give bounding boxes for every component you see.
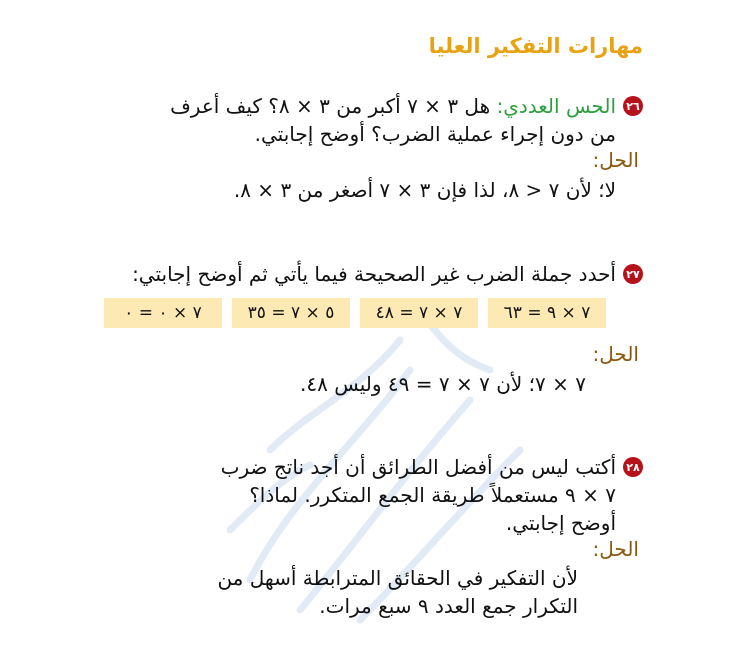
- solution-label: الحل:: [592, 342, 639, 366]
- section-heading: مهارات التفكير العليا: [428, 34, 643, 58]
- option-box: ٥ × ٧ = ٣٥: [232, 298, 350, 328]
- question-28-line2: ٧ × ٩ مستعملاً طريقة الجمع المتكرر. لماذا؟: [249, 483, 616, 507]
- number-sense-label: الحس العددي:: [496, 94, 616, 118]
- question-number-badge: ٢٧: [623, 264, 643, 284]
- question-number-badge: ٢٦: [623, 96, 643, 116]
- option-box: ٧ × ٧ = ٤٨: [360, 298, 478, 328]
- answer-28-line2: التكرار جمع العدد ٩ سبع مرات.: [319, 594, 578, 618]
- solution-label: الحل:: [592, 537, 639, 561]
- question-26-line2: من دون إجراء عملية الضرب؟ أوضح إجابتي.: [254, 122, 616, 146]
- solution-label: الحل:: [592, 148, 639, 172]
- answer-26: لا؛ لأن ٧ < ٨، لذا فإن ٣ × ٧ أصغر من ٣ × ٨.: [233, 178, 616, 202]
- answer-28-line1: لأن التفكير في الحقائق المترابطة أسهل من: [217, 566, 578, 590]
- option-box: ٧ × ٩ = ٦٣: [488, 298, 606, 328]
- option-box: ٧ × ٠ = ٠: [104, 298, 222, 328]
- multiplication-options: [104, 298, 606, 328]
- question-number-badge: ٢٨: [623, 457, 643, 477]
- question-26-text: هل ٣ × ٧ أكبر من ٣ × ٨؟ كيف أعرف: [170, 94, 491, 118]
- answer-27: ٧ × ٧؛ لأن ٧ × ٧ = ٤٩ وليس ٤٨.: [300, 372, 586, 396]
- question-28-line3: أوضح إجابتي.: [505, 511, 616, 535]
- question-26-line1: [170, 92, 616, 120]
- question-28-line1: أكتب ليس من أفضل الطرائق أن أجد ناتج ضرب: [220, 455, 616, 479]
- question-27-line1: أحدد جملة الضرب غير الصحيحة فيما يأتي ثم أوضح إجابتي:: [132, 262, 616, 286]
